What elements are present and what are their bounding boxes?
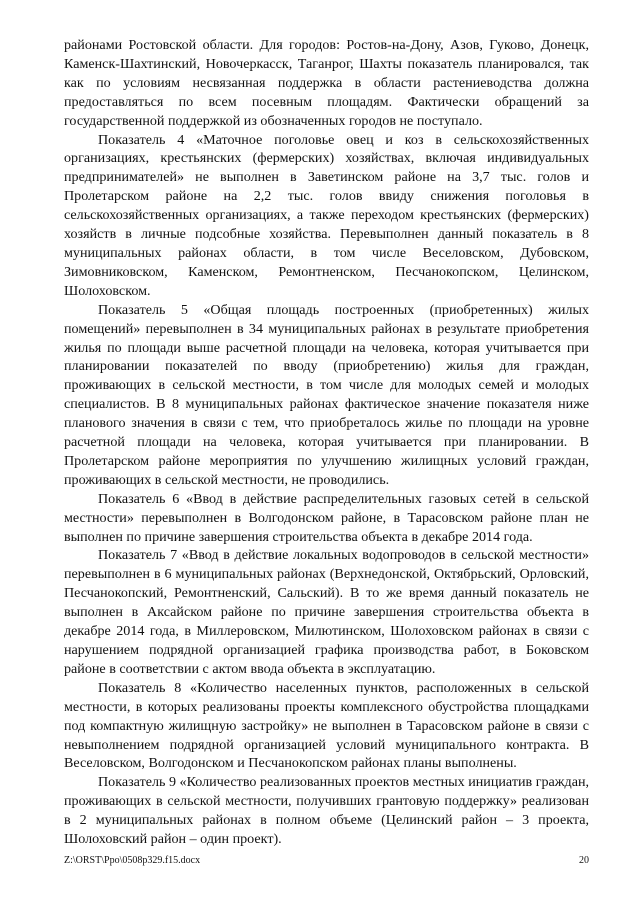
footer-file-path: Z:\ORST\Ppo\0508p329.f15.docx	[64, 855, 201, 866]
page-number: 20	[579, 855, 589, 866]
page-footer	[64, 855, 589, 867]
paragraph-indicator-6: Показатель 6 «Ввод в действие распределительных газовых сетей в сельской местности» перевыполнен в Волгодонском районе, в Тарасовском районе план не выполнен по причине завершения строительства объекта в декабре 2014 года.	[64, 490, 589, 545]
document-body	[64, 36, 589, 849]
paragraph-indicator-4: Показатель 4 «Маточное поголовье овец и коз в сельскохозяйственных организациях, крестьянских (фермерских) хозяйствах, включая индивидуальных предпринимателей» не выполнен в Заветинском районе на 3,7 тыс. голов и Пролетарском районе на 2,2 тыс. голов ввиду снижения поголовья в сельскохозяйственных организациях, а также переходом крестьянских (фермерских) хозяйств в личные подсобные хозяйства. Перевыполнен данный показатель в 8 муниципальных районах области, в том числе Веселовском, Дубовском, Зимовниковском, Каменском, Ремонтненском, Песчанокопском, Целинском, Шолоховском.	[64, 131, 589, 299]
paragraph-indicator-9: Показатель 9 «Количество реализованных проектов местных инициатив граждан, проживающих в сельской местности, получивших грантовую поддержку» реализован в 2 муниципальных районах в полном объеме (Целинский район – 3 проекта, Шолоховский район – один проект).	[64, 774, 590, 848]
paragraph-indicator-8: Показатель 8 «Количество населенных пунктов, расположенных в сельской местности, в которых реализованы проекты комплексного обустройства площадками под компактную жилищную застройку» не выполнен в Тарасовском районе в связи с невыполнением подрядной организацией условий муниципального контракта. В Веселовском, Волгодонском и Песчанокопском районах планы выполнены.	[64, 679, 589, 772]
paragraph-indicator-7: Показатель 7 «Ввод в действие локальных водопроводов в сельской местности» перевыполнен в 6 муниципальных районах (Верхнедонской, Октябрьский, Орловский, Песчанокопский, Ремонтненский, Сальский). В то же время данный показатель не выполнен в Аксайском районе по причине завершения строительства объекта в декабре 2014 года, в Миллеровском, Милютинском, Шолоховском районах в связи с нарушением подрядной организацией графика производства работ, в Боковском районе в соответствии с актом ввода объекта в эксплуатацию.	[64, 547, 589, 677]
paragraph-indicator-5: Показатель 5 «Общая площадь построенных (приобретенных) жилых помещений» перевыполнен в 34 муниципальных районах в результате приобретения жилья по площади выше расчетной площади на человека, которая учитывается при планировании показателей по вводу (приобретению) жилья для граждан, проживающих в сельской местности, в том числе для молодых семей и молодых специалистов. В 8 муниципальных районах фактическое значение показателя ниже планового значения в связи с тем, что приобреталось жилье по площади на уровне расчетной площади на человека, которая учитывается при планировании. В Пролетарском районе мероприятия по улучшению жилищных условий граждан, проживающих в сельской местности, не проводились.	[64, 301, 589, 488]
paragraph-continuation: районами Ростовской области. Для городов: Ростов-на-Дону, Азов, Гуково, Донецк, Каменск-Шахтинский, Новочеркасск, Таганрог, Шахты показатель планировался, так как по условиям несвязанная поддержка в области растениеводства должна предоставляться по всем посевным площадям. Фактически обращений за государственной поддержкой из обозначенных городов не поступало.	[64, 37, 589, 129]
